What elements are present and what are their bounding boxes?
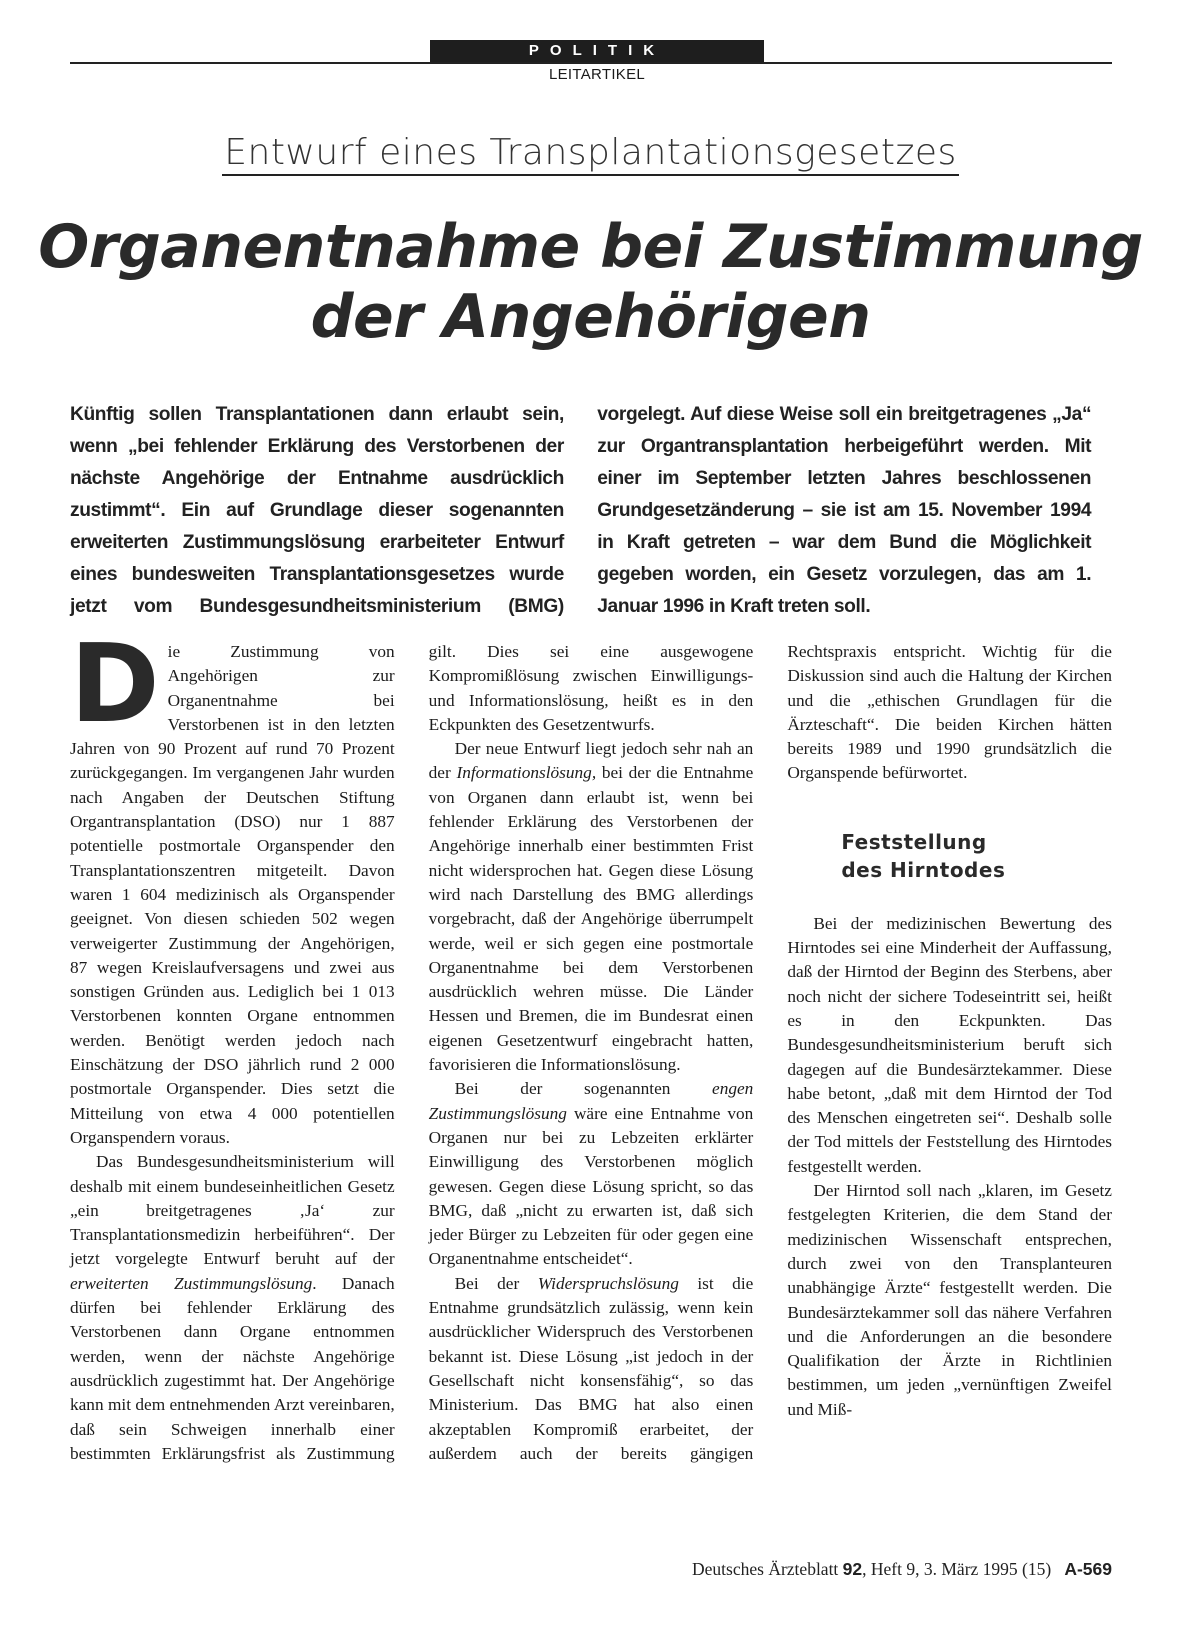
paragraph-4-text-b: wäre eine Entnahme von Organen nur bei zu Lebzeiten erklärter Einwilligung des Verstorbenen möglich gewesen. Gegen diese Lösung spricht, so das BMG, daß „nicht zu erwarten ist, daß sich jeder Bürger zu Lebzeiten für oder gegen eine Organentnahme entscheidet“. [428,1103,754,1269]
paragraph-7: Der Hirntod soll nach „klaren, im Gesetz festgelegten Kriterien, die dem Stand der medizinischen Wissenschaft entsprechen, durch zwei von den Transplanteuren unabhängige Ärzte“ festgestellt werden. Die Bundesärztekammer soll das nähere Verfahren und die Anforderungen an die besondere Qualifikation der Ärzte in Richtlinien bestimmen, um jeden „vernünftigen Zweifel und Miß- [787,1181,1112,1419]
paragraph-4-emphasis: engen Zustimmungslösung [428,1079,754,1123]
paragraph-1 [70,622,395,1150]
paragraph-3-text-b: bei der die Entnahme von Organen dann erlaubt ist, wenn bei fehlender Erklärung des Verstorbenen der Angehörige innerhalb einer bestimmten Frist nicht widersprochen hat. Gegen diese Lösung wird nach Darstellung des BMG allerdings vorgebracht, daß der Angehörige überrumpelt werde, weil er sich gegen eine postmortale Organentnahme bei dem Verstorbenen ausdrücklich wehren müsse. Die Länder Hessen und Bremen, die im Bundesrat einen eigenen Gesetzentwurf eingebracht hatten, favorisieren die Informationslösung. [428,763,754,1075]
paragraph-1-text: ie Zustimmung von Angehörigen zur Organentnahme bei Verstorbenen ist in den letzten Jahren von 90 Prozent auf rund 70 Prozent zurückgegangen. Im vergangenen Jahr wurden nach Angaben der Deutschen Stiftung Organtransplantation (DSO) nur 1 887 potentielle postmortale Organspender den Transplantationszentren mitgeteilt. Davon waren 1 604 medizinisch als Organspender geeignet. Von diesen schieden 502 wegen verweigerter Zustimmung der Angehörigen, 87 wegen Kreislaufversagens und zwei aus sonstigen Gründen aus. Lediglich bei 1 013 Verstorbenen konnten Organe entnommen werden. Benötigt werden jedoch nach Einschätzung der DSO jährlich rund 2 000 postmortale Organspender. Dies setzt die Mitteilung von etwa 4 000 potentiellen Organspendern voraus. [70,642,395,1147]
journal-volume: 92 [842,1559,863,1579]
page-number: A-569 [1064,1559,1112,1579]
subheading-line-1: Feststellung [841,829,987,854]
header-rule [70,62,1112,64]
drop-cap: D [70,622,160,747]
paragraph-5-text-a: Bei der [454,1273,538,1293]
issue-info: , Heft 9, 3. März 1995 (15) [862,1559,1052,1579]
subheading-line-2: des Hirntodes [841,857,1006,882]
headline-line-1: Organentnahme bei Zustimmung [38,212,1143,282]
paragraph-6: Bei der medizinischen Bewertung des Hirntodes sei eine Minderheit der Auffassung, daß der Hirntod der Beginn des Sterbens, aber noch nicht der sichere Todeseintritt sei, heißt es in den Eckpunkten. Das Bundesgesundheitsministerium beruft sich dagegen auf die Bundesärztekammer. Diese habe betont, „daß mit dem Hirntod der Tod des Menschen eingetreten sei“. Deshalb solle der Tod mittels der Feststellung des Hirntodes festgestellt werden. [787,913,1112,1176]
section-label: POLITIK [430,40,764,62]
subheading [841,828,1112,884]
headline [0,212,1181,352]
page-footer [600,1559,1112,1580]
paragraph-3-emphasis: Informationslösung, [456,763,597,783]
paragraph-2-emphasis: erweiterten Zustimmungslösung [70,1273,313,1293]
paragraph-5-text-b: ist die Entnahme grundsätzlich zulässig, wenn kein ausdrücklicher Widerspruch des Verstorbenen bekannt ist. Diese Lösung „ist jedoch in der Gesellschaft nicht konsensfähig“, so das Ministerium. Das BMG hat also einen akzeptablen Kompromiß erarbeitet, der außerdem auch der bereits gängigen Rechtspraxis entspricht. Wichtig für die Diskussion sind auch die Haltung der Kirchen und die „ethischen Grundlagen für die Ärzteschaft“. Die beiden Kirchen hätten bereits 1989 und 1990 grundsätzlich die Organspende befürwortet. [428,642,1112,1463]
kicker [0,132,1181,173]
lead-paragraph: Künftig sollen Transplantationen dann erlaubt sein, wenn „bei fehlender Erklärung des Verstorbenen der nächste Angehörige der Entnahme ausdrücklich zustimmt“. Ein auf Grundlage dieser sogenannten erweiterten Zustimmungslösung erarbeiteter Entwurf eines bundesweiten Transplantationsgesetzes wurde jetzt vom Bundesgesundheitsministerium (BMG) vorgelegt. Auf diese Weise soll ein breitgetragenes „Ja“ zur Organtransplantation herbeigeführt werden. Mit einer im September letzten Jahres beschlossenen Grundgesetzänderung – sie ist am 15. November 1994 in Kraft getreten – war dem Bund die Möglichkeit gegeben worden, ein Gesetz vorzulegen, das am 1. Januar 1996 in Kraft treten soll. [70,403,1092,617]
paragraph-2-text-b: . Danach dürfen bei fehlender Erklärung des Verstorbenen dann Organe entnommen werden, wenn der nächste Angehörige ausdrücklich zugestimmt hat. Der Angehörige kann mit dem entnehmenden Arzt vereinbaren, daß sein Schweigen innerhalb einer bestimmten Erklärungsfrist als Zustimmung gilt. Dies sei eine ausgewogene Kompromißlösung zwischen Einwilligungs- und Informationslösung, heißt es in den Eckpunkten des Gesetzentwurfs. [70,642,754,1463]
journal-name: Deutsches Ärzteblatt [692,1559,839,1579]
paragraph-4-text-a: Bei der sogenannten [454,1079,713,1099]
paragraph-2-text-a: Das Bundesgesundheitsministerium will deshalb mit einem bundeseinheitlichen Gesetz „ein breitgetragenes ‚Ja‘ zur Transplantationsmedizin herbeiführen“. Der jetzt vorgelegte Entwurf beruht auf der [70,1152,395,1269]
subsection-label: LEITARTIKEL [548,66,646,83]
paragraph-3-text-a: Der neue Entwurf liegt jedoch sehr nah an der [428,739,754,783]
kicker-text: Entwurf eines Transplantationsgesetzes [222,132,959,176]
paragraph-3 [429,737,754,1077]
article-body [70,622,1112,1490]
paragraph-5-emphasis: Widerspruchslösung [537,1273,679,1293]
headline-line-2: der Angehörigen [310,282,871,352]
paragraph-4 [429,1077,754,1271]
